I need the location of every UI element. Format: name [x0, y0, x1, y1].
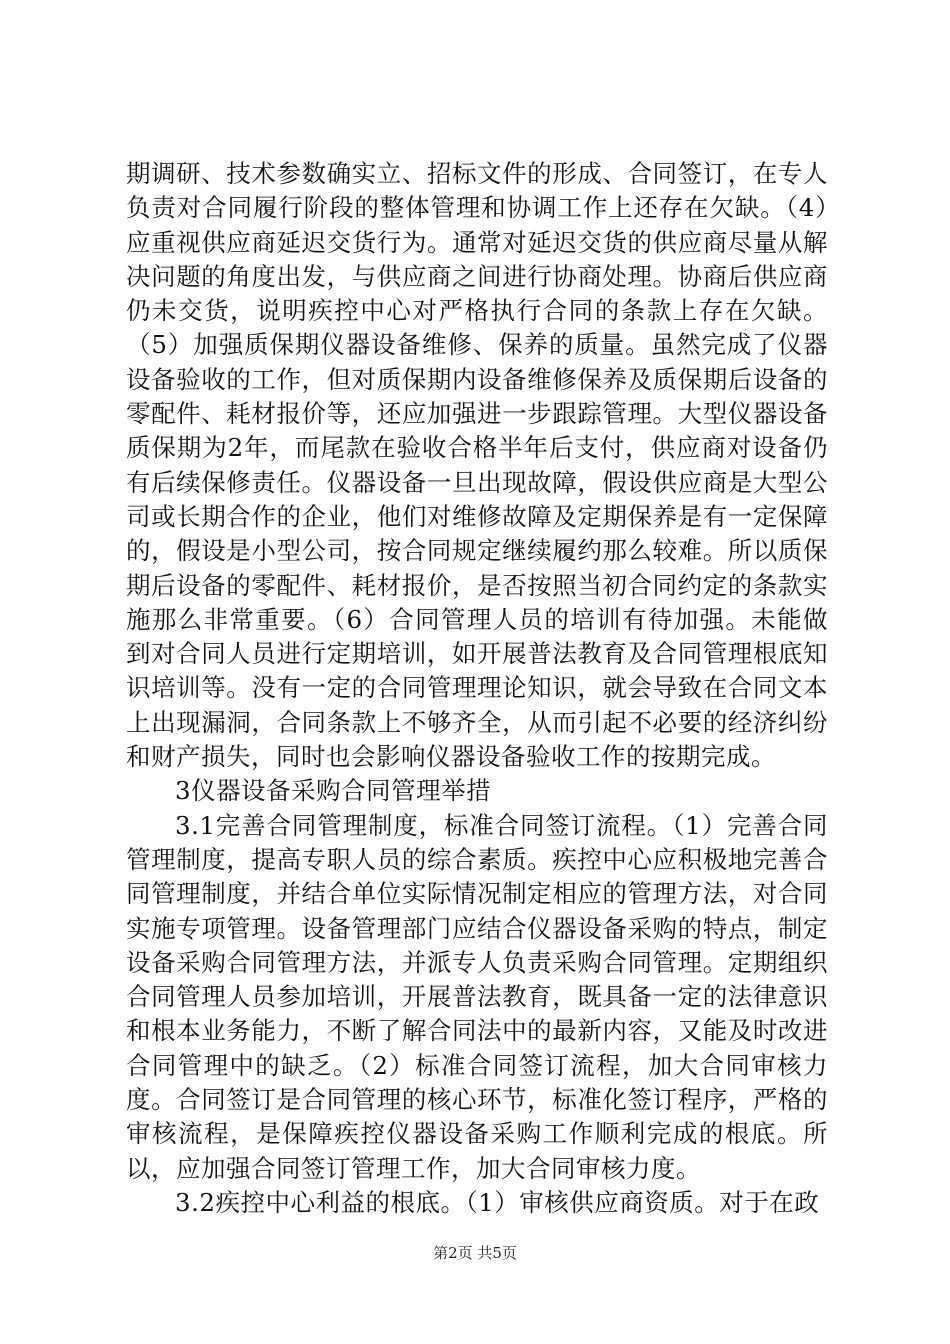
- document-body: [126, 157, 828, 1220]
- section-heading-3: 3仪器设备采购合同管理举措: [175, 776, 492, 806]
- paragraph-section-3-1: 3.1完善合同管理制度，标准合同签订流程。（1）完善合同管理制度，提高专职人员的综合素质。疾控中心应积极地完善合同管理制度，并结合单位实际情况制定相应的管理方法，对合同实施专项管理。设备管理部门应结合仪器设备采购的特点，制定设备采购合同管理方法，并派专人负责采购合同管理。定期组织合同管理人员参加培训，开展普法教育，既具备一定的法律意识和根本业务能力，不断了解合同法中的最新内容，又能及时改进合同管理中的缺乏。（2）标准合同签订流程，加大合同审核力度。合同签订是合同管理的核心环节，标准化签订程序，严格的审核流程，是保障疾控仪器设备采购工作顺利完成的根底。所以，应加强合同签订管理工作，加大合同审核力度。: [126, 810, 828, 1183]
- paragraph-section-3-2: 3.2疾控中心利益的根底。（1）审核供应商资质。对于在政: [175, 1187, 820, 1217]
- paragraph-contract-issues: 期调研、技术参数确实立、招标文件的形成、合同签订，在专人负责对合同履行阶段的整体管理和协调工作上还存在欠缺。（4）应重视供应商延迟交货行为。通常对延迟交货的供应商尽量从解决问题的角度出发，与供应商之间进行协商处理。协商后供应商仍未交货，说明疾控中心对严格执行合同的条款上存在欠缺。（5）加强质保期仪器设备维修、保养的质量。虽然完成了仪器设备验收的工作，但对质保期内设备维修保养及质保期后设备的零配件、耗材报价等，还应加强进一步跟踪管理。大型仪器设备质保期为2年，而尾款在验收合格半年后支付，供应商对设备仍有后续保修责任。仪器设备一旦出现故障，假设供应商是大型公司或长期合作的企业，他们对维修故障及定期保养是有一定保障的，假设是小型公司，按合同规定继续履约那么较难。所以质保期后设备的零配件、耗材报价，是否按照当初合同约定的条款实施那么非常重要。（6）合同管理人员的培训有待加强。未能做到对合同人员进行定期培训，如开展普法教育及合同管理根底知识培训等。没有一定的合同管理理论知识，就会导致在合同文本上出现漏洞，合同条款上不够齐全，从而引起不必要的经济纠纷和财产损失，同时也会影响仪器设备验收工作的按期完成。: [126, 159, 828, 772]
- page-footer: 第2页 共5页: [433, 1244, 517, 1262]
